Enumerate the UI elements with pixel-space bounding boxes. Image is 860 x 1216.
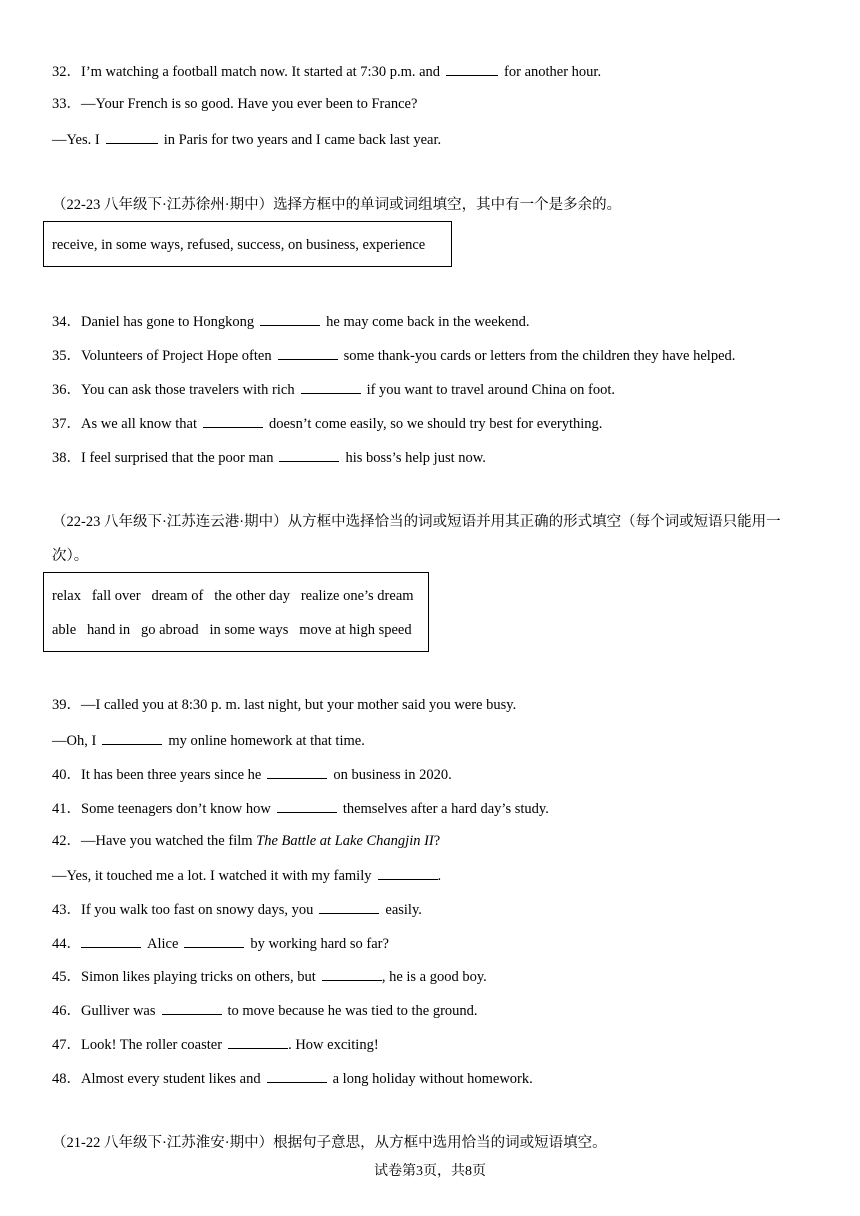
question-text: Daniel has gone to Hongkong (81, 314, 255, 330)
question-text: It has been three years since he (81, 767, 262, 783)
question-number: 35． (52, 348, 81, 364)
question-text: Alice (147, 936, 179, 952)
answer-blank[interactable] (162, 1000, 222, 1015)
question-42 (52, 832, 440, 850)
question-text: themselves after a hard day’s study. (342, 801, 549, 817)
word-box-text: receive, in some ways, refused, success, on business, experience (52, 237, 426, 253)
question-number: 39． (52, 697, 81, 713)
question-text: Gulliver was (81, 1003, 156, 1019)
question-number: 45． (52, 969, 81, 985)
question-text: Look! The roller coaster (81, 1037, 223, 1053)
question-text: Volunteers of Project Hope often (81, 348, 272, 364)
question-text: a long holiday without homework. (332, 1071, 533, 1087)
answer-blank[interactable] (301, 379, 361, 394)
question-text: If you walk too fast on snowy days, you (81, 902, 314, 918)
answer-blank[interactable] (378, 865, 438, 880)
answer-blank[interactable] (446, 61, 498, 76)
question-number: 46． (52, 1003, 81, 1019)
question-text: easily. (385, 902, 422, 918)
answer-blank[interactable] (319, 899, 379, 914)
question-text: As we all know that (81, 416, 197, 432)
section-instruction-continued: 次）。 (52, 548, 89, 564)
question-number: 48． (52, 1071, 81, 1087)
section-instruction: （22-23 八年级下·江苏徐州·期中）选择方框中的单词或词组填空，其中有一个是多余的。 (52, 197, 622, 213)
question-47 (52, 1034, 379, 1054)
question-text: You can ask those travelers with rich (81, 382, 295, 398)
question-text: Almost every student likes and (81, 1071, 261, 1087)
section-instruction: （22-23 八年级下·江苏连云港·期中）从方框中选择恰当的词或短语并用其正确的形式填空（每个词或短语只能用一 (52, 514, 781, 530)
question-text: —I called you at 8:30 p. m. last night, but your mother said you were busy. (81, 697, 517, 713)
section-instruction: （21-22 八年级下·江苏淮安·期中）根据句子意思，从方框中选用恰当的词或短语填空。 (52, 1135, 607, 1151)
answer-blank[interactable] (267, 1068, 327, 1083)
question-number: 41． (52, 801, 81, 817)
question-text: —Yes. I (52, 132, 100, 148)
question-number: 40． (52, 767, 81, 783)
question-text: for another hour. (504, 64, 602, 80)
question-43 (52, 899, 422, 919)
question-number: 33． (52, 96, 81, 112)
question-text: his boss’s help just now. (345, 450, 486, 466)
question-33-answer-line (52, 129, 441, 149)
question-number: 43． (52, 902, 81, 918)
answer-blank[interactable] (203, 413, 263, 428)
question-text: ? (433, 833, 441, 849)
question-40 (52, 764, 452, 784)
question-33 (52, 95, 417, 113)
question-text: —Yes, it touched me a lot. I watched it with my family (52, 868, 372, 884)
question-text: Simon likes playing tricks on others, but (81, 969, 316, 985)
answer-blank[interactable] (81, 933, 141, 948)
question-45 (52, 966, 487, 986)
question-48 (52, 1068, 533, 1088)
question-text: he may come back in the weekend. (326, 314, 530, 330)
word-box-row: able hand in go abroad in some ways move at high speed (52, 622, 412, 638)
question-text: to move because he was tied to the ground. (227, 1003, 478, 1019)
answer-blank[interactable] (184, 933, 244, 948)
question-text: , he is a good boy. (381, 969, 487, 985)
question-number: 38． (52, 450, 81, 466)
answer-blank[interactable] (322, 966, 382, 981)
question-text: on business in 2020. (333, 767, 452, 783)
question-37 (52, 413, 602, 433)
answer-blank[interactable] (278, 345, 338, 360)
film-title: The Battle at Lake Changjin II (256, 833, 434, 849)
word-box-row: relax fall over dream of the other day realize one’s dream (52, 588, 414, 604)
question-number: 44． (52, 936, 81, 952)
answer-blank[interactable] (106, 129, 158, 144)
answer-blank[interactable] (260, 311, 320, 326)
answer-blank[interactable] (102, 730, 162, 745)
question-39 (52, 696, 516, 714)
question-44 (52, 933, 389, 953)
question-text: . (437, 868, 442, 884)
question-32 (52, 61, 601, 81)
answer-blank[interactable] (228, 1034, 288, 1049)
question-text: Some teenagers don’t know how (81, 801, 271, 817)
question-text: —Your French is so good. Have you ever been to France? (81, 96, 418, 112)
question-text: doesn’t come easily, so we should try best for everything. (268, 416, 603, 432)
question-text: some thank-you cards or letters from the children they have helped. (343, 348, 736, 364)
question-number: 42． (52, 833, 81, 849)
question-34 (52, 311, 530, 331)
answer-blank[interactable] (277, 798, 337, 813)
question-42-answer-line (52, 865, 441, 885)
answer-blank[interactable] (279, 447, 339, 462)
question-text: if you want to travel around China on foot. (366, 382, 616, 398)
question-text: I feel surprised that the poor man (81, 450, 274, 466)
question-number: 34． (52, 314, 81, 330)
question-39-answer-line (52, 730, 365, 750)
question-number: 32． (52, 64, 81, 80)
answer-blank[interactable] (267, 764, 327, 779)
question-41 (52, 798, 549, 818)
question-text: —Oh, I (52, 733, 97, 749)
page-footer: 试卷第3页，共8页 (374, 1164, 486, 1179)
question-46 (52, 1000, 478, 1020)
question-text: . How exciting! (288, 1037, 379, 1053)
question-text: I’m watching a football match now. It started at 7:30 p.m. and (81, 64, 441, 80)
question-text: in Paris for two years and I came back last year. (163, 132, 442, 148)
question-38 (52, 447, 486, 467)
question-35 (52, 345, 735, 365)
question-text: by working hard so far? (250, 936, 389, 952)
question-text: my online homework at that time. (168, 733, 365, 749)
question-number: 47． (52, 1037, 81, 1053)
question-number: 36． (52, 382, 81, 398)
question-36 (52, 379, 615, 399)
word-box (43, 221, 452, 267)
question-number: 37． (52, 416, 81, 432)
question-text: —Have you watched the film (81, 833, 257, 849)
word-box (43, 572, 429, 652)
